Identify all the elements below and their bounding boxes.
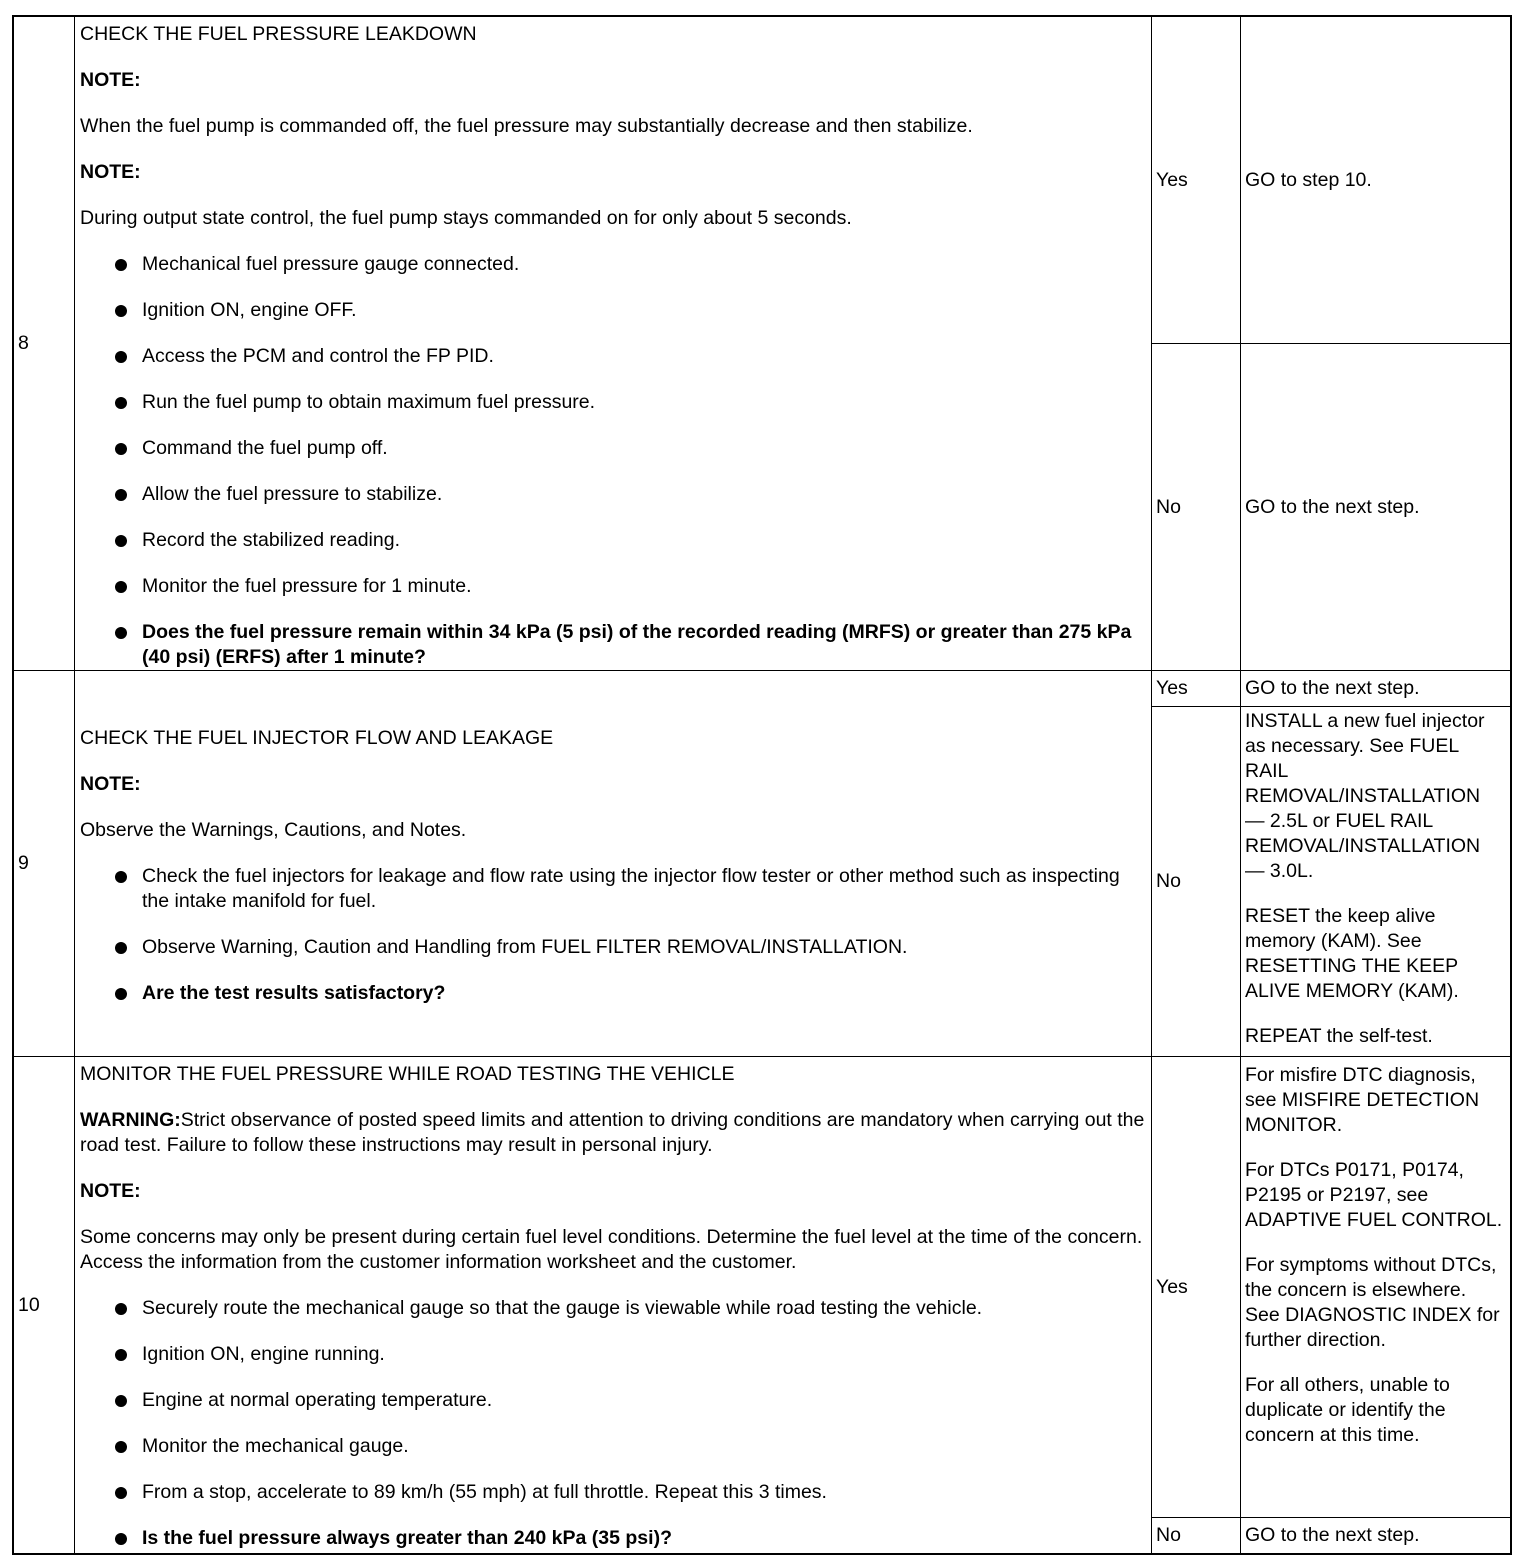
action-text: For DTCs P0171, P0174, P2195 or P2197, see ADAPTIVE FUEL CONTROL. (1245, 1159, 1503, 1231)
yes-action: GO to step 10. (1245, 168, 1372, 191)
list-item: Command the fuel pump off. (80, 436, 1147, 461)
step-8-procedure (75, 17, 1151, 670)
no-action: GO to the next step. (1245, 495, 1420, 518)
warning-text: Strict observance of posted speed limits and attention to driving conditions are mandatory when carrying out the road test. Failure to follow these instructions may result in personal injury. (80, 1109, 1145, 1156)
list-item: Run the fuel pump to obtain maximum fuel pressure. (80, 390, 1147, 415)
step-9-procedure (75, 671, 1151, 1056)
list-item: Mechanical fuel pressure gauge connected. (80, 252, 1147, 277)
question-item: Are the test results satisfactory? (80, 981, 1147, 1006)
question-item: Is the fuel pressure always greater than 240 kPa (35 psi)? (80, 1526, 1147, 1551)
list-item: Monitor the mechanical gauge. (80, 1434, 1147, 1459)
note-text: When the fuel pump is commanded off, the fuel pressure may substantially decrease and then stabilize. (80, 115, 973, 137)
yes-label: Yes (1156, 677, 1188, 699)
list-item: Engine at normal operating temperature. (80, 1388, 1147, 1413)
note-text: Some concerns may only be present during certain fuel level conditions. Determine the fuel level at the time of the concern. Access the information from the customer information worksheet and the customer. (80, 1226, 1143, 1273)
step-number: 10 (18, 1293, 40, 1316)
step-number: 8 (18, 332, 29, 354)
list-item: Access the PCM and control the FP PID. (80, 344, 1147, 369)
question-item: Does the fuel pressure remain within 34 kPa (5 psi) of the recorded reading (MRFS) or greater than 275 kPa (40 psi) (ERFS) after 1 minute? (80, 620, 1147, 670)
list-item: Allow the fuel pressure to stabilize. (80, 482, 1147, 507)
step-number: 9 (18, 852, 29, 874)
yes-actions (1241, 1057, 1510, 1517)
note-text: Observe the Warnings, Cautions, and Notes. (80, 819, 467, 841)
note-label: NOTE: (80, 161, 141, 183)
list-item: Securely route the mechanical gauge so that the gauge is viewable while road testing the vehicle. (80, 1296, 1147, 1321)
no-label: No (1156, 1524, 1181, 1546)
action-text: REPEAT the self-test. (1245, 1025, 1433, 1047)
yes-label: Yes (1156, 168, 1188, 191)
list-item: Record the stabilized reading. (80, 528, 1147, 553)
bullet-list (80, 864, 1147, 1006)
warning-label: WARNING: (80, 1109, 181, 1131)
note-label: NOTE: (80, 69, 141, 91)
list-item: Ignition ON, engine running. (80, 1342, 1147, 1367)
yes-label: Yes (1156, 1275, 1188, 1298)
list-item: Check the fuel injectors for leakage and flow rate using the injector flow tester or other method such as inspecting the intake manifold for fuel. (80, 864, 1147, 914)
yes-action: GO to the next step. (1245, 677, 1420, 699)
diagnostic-table (12, 15, 1512, 1555)
action-text: For symptoms without DTCs, the concern is elsewhere. See DIAGNOSTIC INDEX for further direction. (1245, 1254, 1500, 1351)
list-item: From a stop, accelerate to 89 km/h (55 mph) at full throttle. Repeat this 3 times. (80, 1480, 1147, 1505)
bullet-list (80, 252, 1147, 670)
note-text: During output state control, the fuel pump stays commanded on for only about 5 seconds. (80, 207, 852, 229)
list-item: Ignition ON, engine OFF. (80, 298, 1147, 323)
no-label: No (1156, 495, 1181, 518)
no-action: GO to the next step. (1245, 1524, 1420, 1546)
no-actions (1241, 707, 1510, 1056)
no-label: No (1156, 870, 1181, 892)
action-text: For misfire DTC diagnosis, see MISFIRE DETECTION MONITOR. (1245, 1064, 1480, 1136)
action-text: For all others, unable to duplicate or identify the concern at this time. (1245, 1374, 1450, 1446)
step-title: CHECK THE FUEL PRESSURE LEAKDOWN (80, 23, 477, 45)
bullet-list (80, 1296, 1147, 1551)
step-10-procedure (75, 1057, 1151, 1553)
list-item: Observe Warning, Caution and Handling from FUEL FILTER REMOVAL/INSTALLATION. (80, 935, 1147, 960)
step-title: MONITOR THE FUEL PRESSURE WHILE ROAD TESTING THE VEHICLE (80, 1063, 735, 1085)
list-item: Monitor the fuel pressure for 1 minute. (80, 574, 1147, 599)
action-text: INSTALL a new fuel injector as necessary. See FUEL RAIL REMOVAL/INSTALLATION — 2.5L or FUEL RAIL REMOVAL/INSTALLATION — 3.0L. (1245, 710, 1485, 882)
note-label: NOTE: (80, 773, 141, 795)
action-text: RESET the keep alive memory (KAM). See RESETTING THE KEEP ALIVE MEMORY (KAM). (1245, 905, 1459, 1002)
note-label: NOTE: (80, 1180, 141, 1202)
step-title: CHECK THE FUEL INJECTOR FLOW AND LEAKAGE (80, 727, 554, 749)
warning-block (80, 1108, 1147, 1158)
